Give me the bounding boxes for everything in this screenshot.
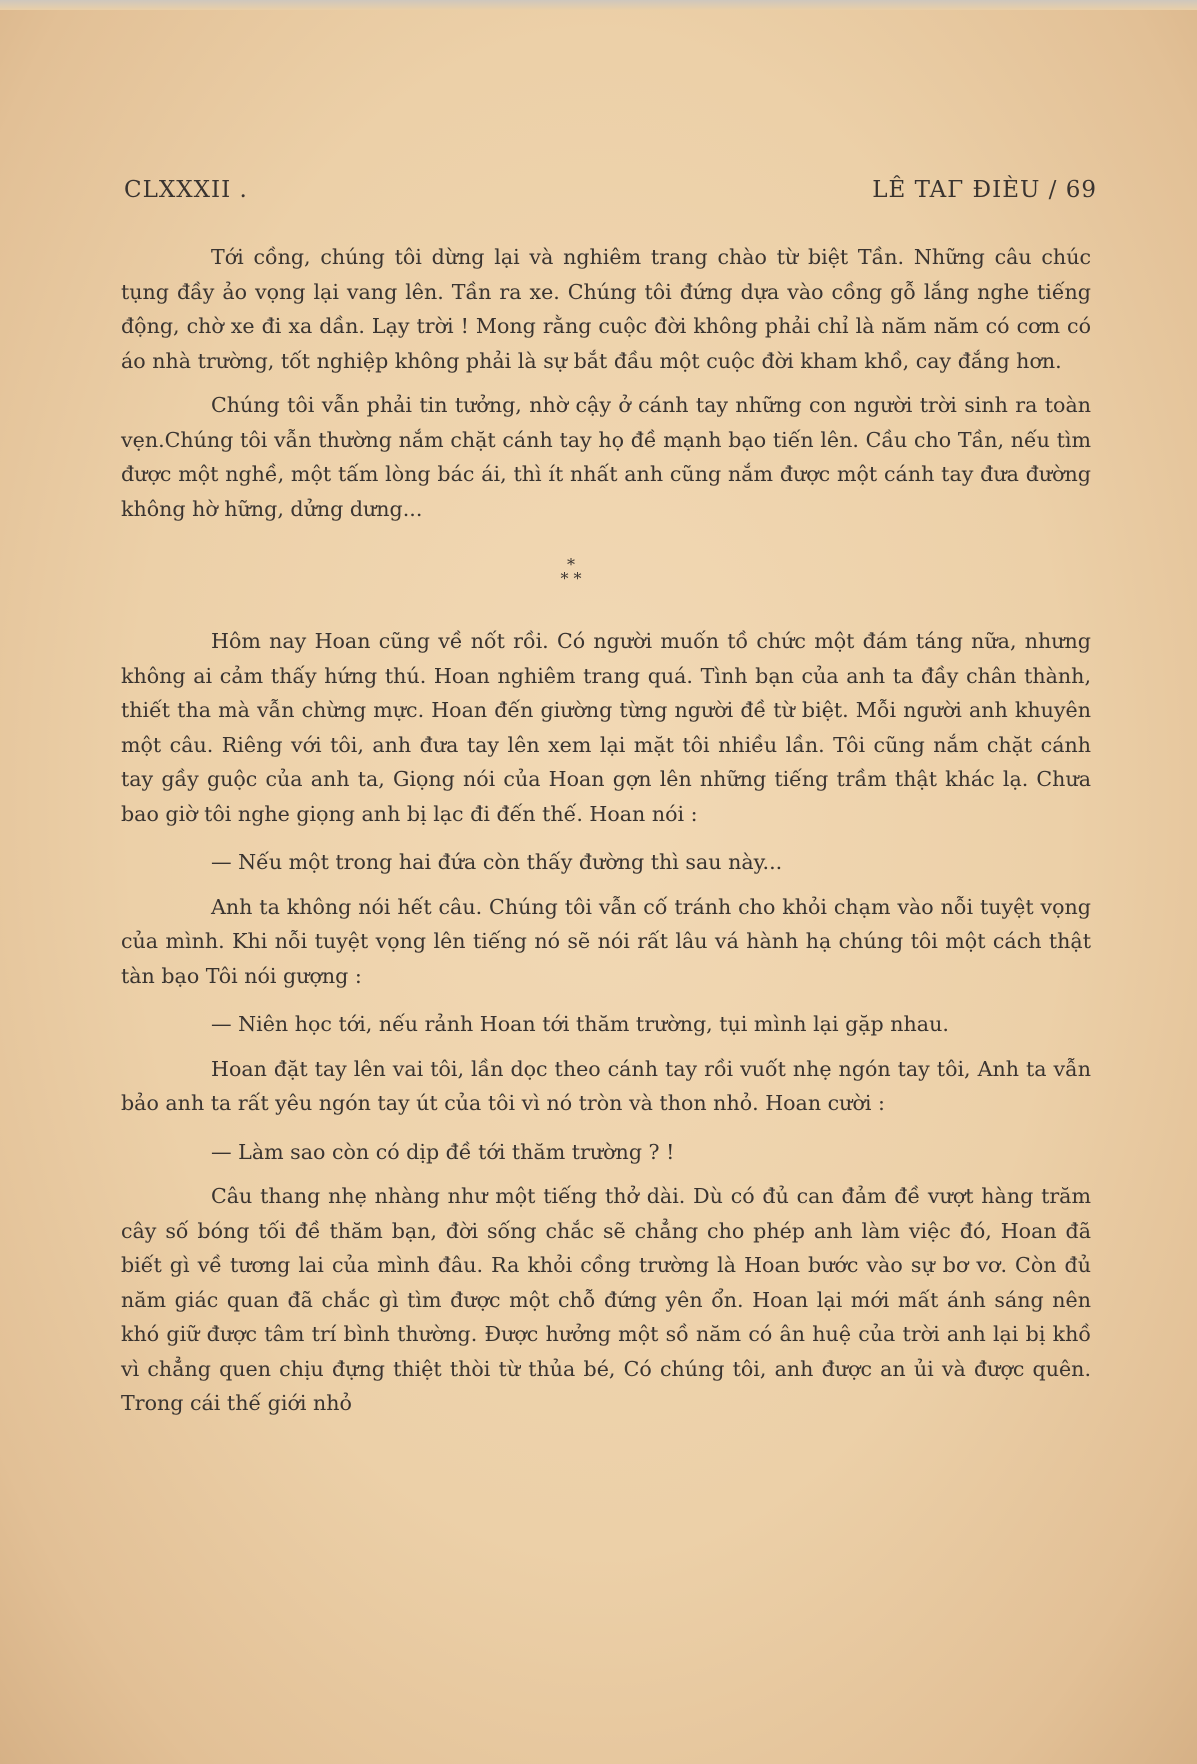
paragraph: Hôm nay Hoan cũng về nốt rồi. Có người muốn tồ chức một đám táng nữa, nhưng không ai cảm thấy hứng thú. Hoan nghiêm trang quá. Tình bạn của anh ta đầy chân thành, thiết tha mà vẫn chừng mực. Hoan đến giường từng người đề từ biệt. Mỗi người anh khuyên một câu. Riêng với tôi, anh đưa tay lên xem lại mặt tôi nhiều lần. Tôi cũng nắm chặt cánh tay gầy guộc của anh ta, Giọng nói của Hoan gợn lên những tiếng trầm thật khác lạ. Chưa bao giờ tôi nghe giọng anh bị lạc đi đến thế. Hoan nói :: [121, 629, 1091, 826]
paragraph: Chúng tôi vẫn phải tin tưởng, nhờ cậy ở cánh tay những con người trời sinh ra toàn vẹn.Chúng tôi vẫn thường nắm chặt cánh tay họ đề mạnh bạo tiến lên. Cầu cho Tần, nếu tìm được một nghề, một tấm lòng bác ái, thì ít nhất anh cũng nắm được một cánh tay đưa đường không hờ hững, dửng dưng...: [121, 393, 1091, 521]
section-divider: [121, 555, 1091, 588]
running-header-left: CLXXXII .: [124, 177, 248, 203]
running-header-right: LÊ TAΓ ĐIÈU / 69: [872, 177, 1097, 203]
paragraph: Câu thang nhẹ nhàng như một tiếng thở dài. Dù có đủ can đảm đề vượt hàng trăm cây số bóng tối đề thăm bạn, đời sống chắc sẽ chẳng cho phép anh làm việc đó, Hoan đã biết gì về tương lai của mình đâu. Ra khỏi cồng trường là Hoan bước vào sự bơ vơ. Còn đủ năm giác quan đã chắc gì tìm được một chỗ đứng yên ổn. Hoan lại mới mất ánh sáng nên khó giữ được tâm trí bình thường. Được hưởng một sồ năm có ân huệ của trời anh lại bị khồ vì chẳng quen chịu đựng thiệt thòi từ thủa bé, Có chúng tôi, anh được an ủi và được quên. Trong cái thế giới nhỏ: [121, 1184, 1091, 1415]
dialogue-line: — Nếu một trong hai đứa còn thấy đường thì sau này...: [211, 850, 783, 874]
dialogue-line: — Niên học tới, nếu rảnh Hoan tới thăm trường, tụi mình lại gặp nhau.: [211, 1012, 949, 1036]
running-header: [124, 177, 1097, 213]
paragraph: Anh ta không nói hết câu. Chúng tôi vẫn cố tránh cho khỏi chạm vào nỗi tuyệt vọng của mình. Khi nỗi tuyệt vọng lên tiếng nó sẽ nói rất lâu vá hành hạ chúng tôi một cách thật tàn bạo Tôi nói gượng :: [121, 894, 1091, 988]
page-body: [121, 240, 1091, 1421]
divider-asterisk-bottom: * *: [560, 569, 582, 588]
divider-asterisk-top: *: [567, 555, 575, 574]
dialogue-line: — Làm sao còn có dịp đề tới thăm trường ? !: [211, 1139, 675, 1164]
paragraph: Hoan đặt tay lên vai tôi, lần dọc theo cánh tay rồi vuốt nhẹ ngón tay tôi, Anh ta vẫn bảo anh ta rất yêu ngón tay út của tôi vì nó tròn và thon nhỏ. Hoan cười :: [121, 1056, 1091, 1115]
paragraph: Tới cồng, chúng tôi dừng lại và nghiêm trang chào từ biệt Tần. Những câu chúc tụng đầy ảo vọng lại vang lên. Tần ra xe. Chúng tôi đứng dựa vào cồng gỗ lắng nghe tiếng động, chờ xe đi xa dần. Lạy trời ! Mong rằng cuộc đời không phải chỉ là năm năm có cơm có áo nhà trường, tốt nghiệp không phải là sự bắt đầu một cuộc đời kham khồ, cay đắng hơn.: [121, 245, 1091, 373]
page-top-edge: [0, 0, 1197, 10]
